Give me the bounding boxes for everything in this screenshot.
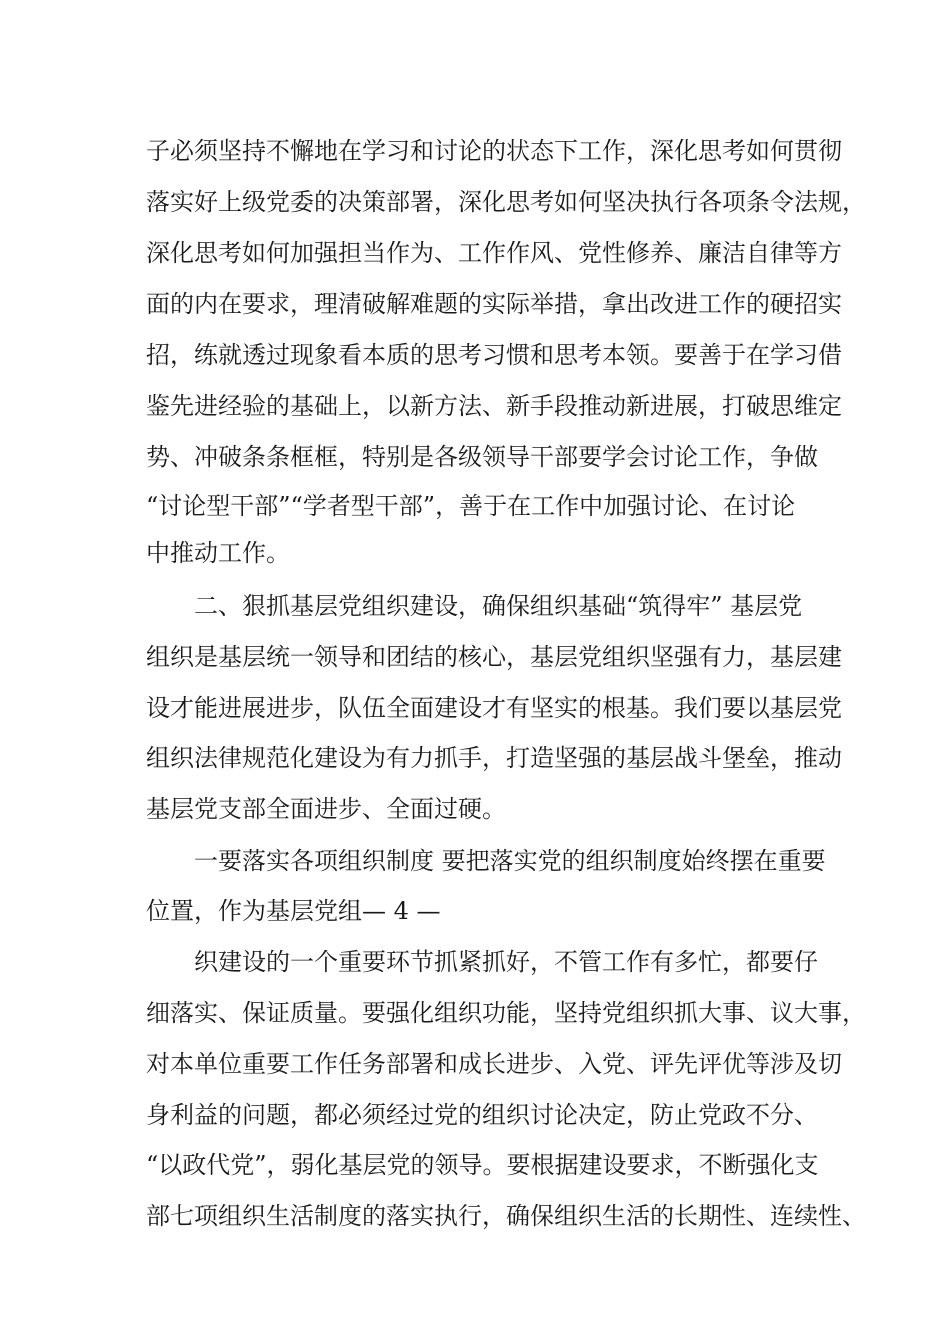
text-line: 子必须坚持不懈地在学习和讨论的状态下工作，深化思考如何贯彻 — [146, 137, 842, 165]
text-line: “以政代党”，弱化基层党的领导。要根据建设要求，不断强化支 — [146, 1151, 819, 1179]
text-line: 中推动工作。 — [146, 539, 290, 567]
text-line: 深化思考如何加强担当作为、工作作风、党性修养、廉洁自律等方 — [146, 239, 842, 267]
text-line: 落实好上级党委的决策部署，深化思考如何坚决执行各项条令法规， — [146, 188, 866, 216]
text-line: 织建设的一个重要环节抓紧抓好，不管工作有多忙，都要仔 — [146, 948, 818, 976]
text-line: 设才能进展进步，队伍全面建设才有坚实的根基。我们要以基层党 — [146, 694, 842, 722]
section-heading-line: 二、狠抓基层党组织建设，确保组织基础“筑得牢” 基层党 — [146, 592, 803, 620]
text-line: 面的内在要求，理清破解难题的实际举措，拿出改进工作的硬招实 — [146, 290, 842, 318]
text-line: 基层党支部全面进步、全面过硬。 — [146, 795, 506, 823]
text-line: 一要落实各项组织制度 要把落实党的组织制度始终摆在重要 — [146, 847, 826, 875]
text-line: 身利益的问题，都必须经过党的组织讨论决定，防止党政不分、 — [146, 1101, 818, 1129]
text-line: 鉴先进经验的基础上，以新方法、新手段推动新进展，打破思维定 — [146, 392, 842, 420]
text-line: 势、冲破条条框框，特别是各级领导干部要学会讨论工作，争做 — [146, 443, 818, 471]
text-line-with-page-number: 位置，作为基层党组— 4 — — [146, 897, 441, 925]
text-line: 对本单位重要工作任务部署和成长进步、入党、评先评优等涉及切 — [146, 1050, 842, 1078]
text-line: “讨论型干部”“学者型干部”，善于在工作中加强讨论、在讨论 — [146, 492, 796, 520]
text-line: 招，练就透过现象看本质的思考习惯和思考本领。要善于在学习借 — [146, 341, 842, 369]
text-line: 部七项组织生活制度的落实执行，确保组织生活的长期性、连续性、 — [146, 1202, 866, 1230]
text-line: 细落实、保证质量。要强化组织功能，坚持党组织抓大事、议大事， — [146, 999, 866, 1027]
text-line: 组织法律规范化建设为有力抓手，打造坚强的基层战斗堡垒，推动 — [146, 744, 842, 772]
text-line: 组织是基层统一领导和团结的核心，基层党组织坚强有力，基层建 — [146, 643, 842, 671]
